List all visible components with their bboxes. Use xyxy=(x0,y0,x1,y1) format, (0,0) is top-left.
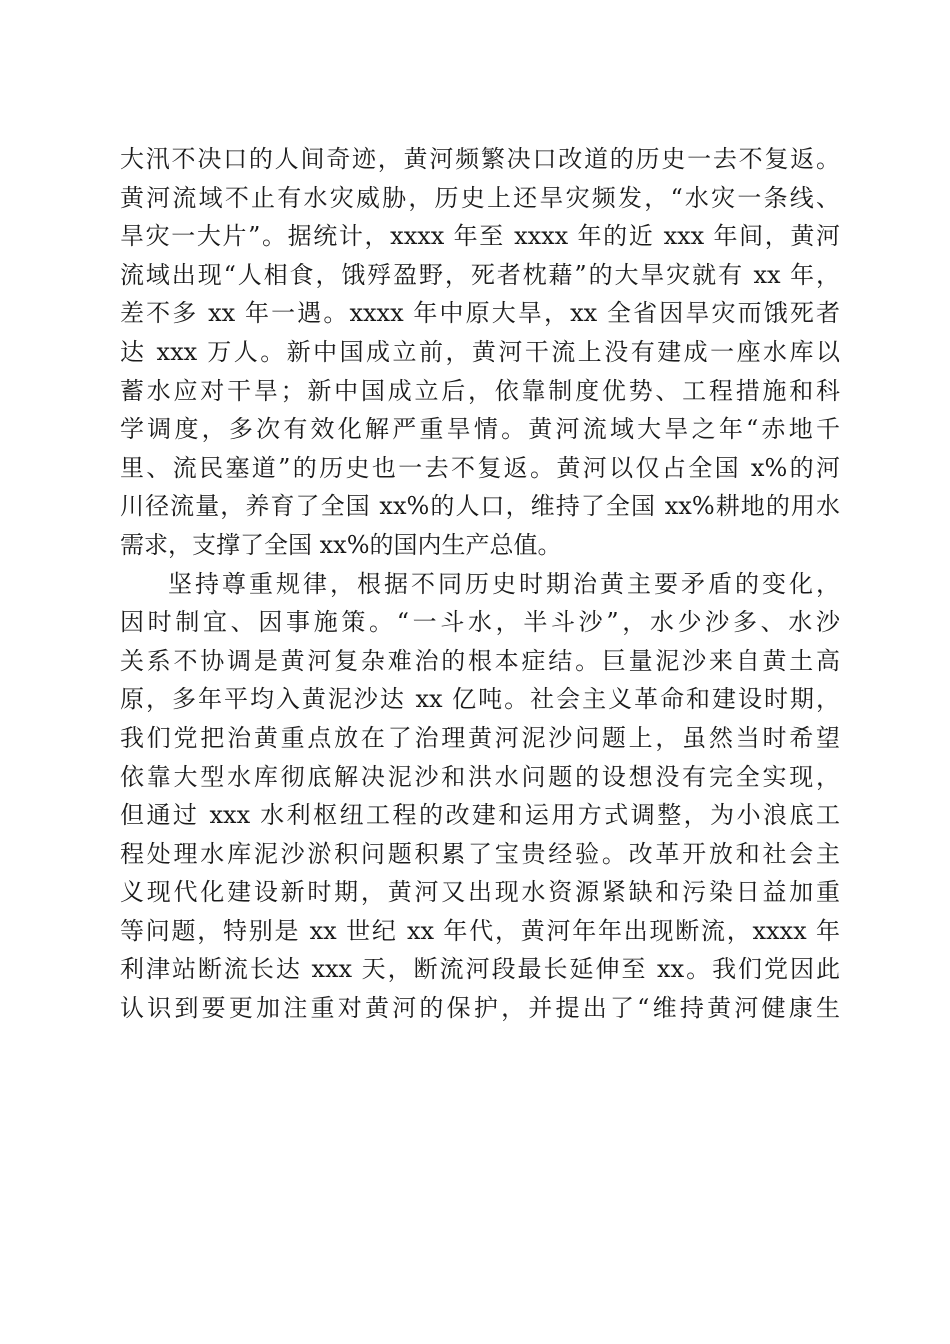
text-line: 认识到要更加注重对黄河的保护，并提出了“维持黄河健康生 xyxy=(120,994,840,1023)
text-line: 程处理水库泥沙淤积问题积累了宝贵经验。改革开放和社会主 xyxy=(120,839,840,868)
text-line: 我们党把治黄重点放在了治理黄河泥沙问题上，虽然当时希望 xyxy=(120,723,840,752)
text-line: 但通过 xxx 水利枢纽工程的改建和运用方式调整，为小浪底工 xyxy=(120,801,840,830)
text-line: 义现代化建设新时期，黄河又出现水资源紧缺和污染日益加重 xyxy=(120,878,840,907)
text-line: 黄河流域不止有水灾威胁，历史上还旱灾频发，“水灾一条线、 xyxy=(120,183,840,212)
text-line: 学调度，多次有效化解严重旱情。黄河流域大旱之年“赤地千 xyxy=(120,415,840,444)
paragraph-1 xyxy=(120,140,840,565)
paragraph-2 xyxy=(120,565,840,1028)
text-line: 流域出现“人相食，饿殍盈野，死者枕藉”的大旱灾就有 xx 年， xyxy=(120,260,840,289)
text-line: 蓄水应对干旱；新中国成立后，依靠制度优势、工程措施和科 xyxy=(120,376,840,405)
text-line: 利津站断流长达 xxx 天，断流河段最长延伸至 xx。我们党因此 xyxy=(120,955,840,984)
text-line: 坚持尊重规律，根据不同历史时期治黄主要矛盾的变化， xyxy=(168,569,840,598)
text-line: 需求，支撑了全国 xx%的国内生产总值。 xyxy=(120,530,562,559)
text-line: 原，多年平均入黄泥沙达 xx 亿吨。社会主义革命和建设时期， xyxy=(120,685,840,714)
text-line: 川径流量，养育了全国 xx%的人口，维持了全国 xx%耕地的用水 xyxy=(120,492,840,521)
text-line: 关系不协调是黄河复杂难治的根本症结。巨量泥沙来自黄土高 xyxy=(120,646,840,675)
text-line: 里、流民塞道”的历史也一去不复返。黄河以仅占全国 x%的河 xyxy=(120,453,840,482)
text-line: 差不多 xx 年一遇。xxxx 年中原大旱，xx 全省因旱灾而饿死者 xyxy=(120,299,840,328)
text-line: 等问题，特别是 xx 世纪 xx 年代，黄河年年出现断流，xxxx 年 xyxy=(120,916,840,945)
body-text xyxy=(120,140,840,1028)
text-line: 旱灾一大片”。据统计，xxxx 年至 xxxx 年的近 xxx 年间，黄河 xyxy=(120,222,840,251)
text-line: 因时制宜、因事施策。“一斗水，半斗沙”，水少沙多、水沙 xyxy=(120,608,840,637)
text-line: 依靠大型水库彻底解决泥沙和洪水问题的设想没有完全实现， xyxy=(120,762,840,791)
text-line: 达 xxx 万人。新中国成立前，黄河干流上没有建成一座水库以 xyxy=(120,337,840,366)
text-line: 大汛不决口的人间奇迹，黄河频繁决口改道的历史一去不复返。 xyxy=(120,145,840,173)
